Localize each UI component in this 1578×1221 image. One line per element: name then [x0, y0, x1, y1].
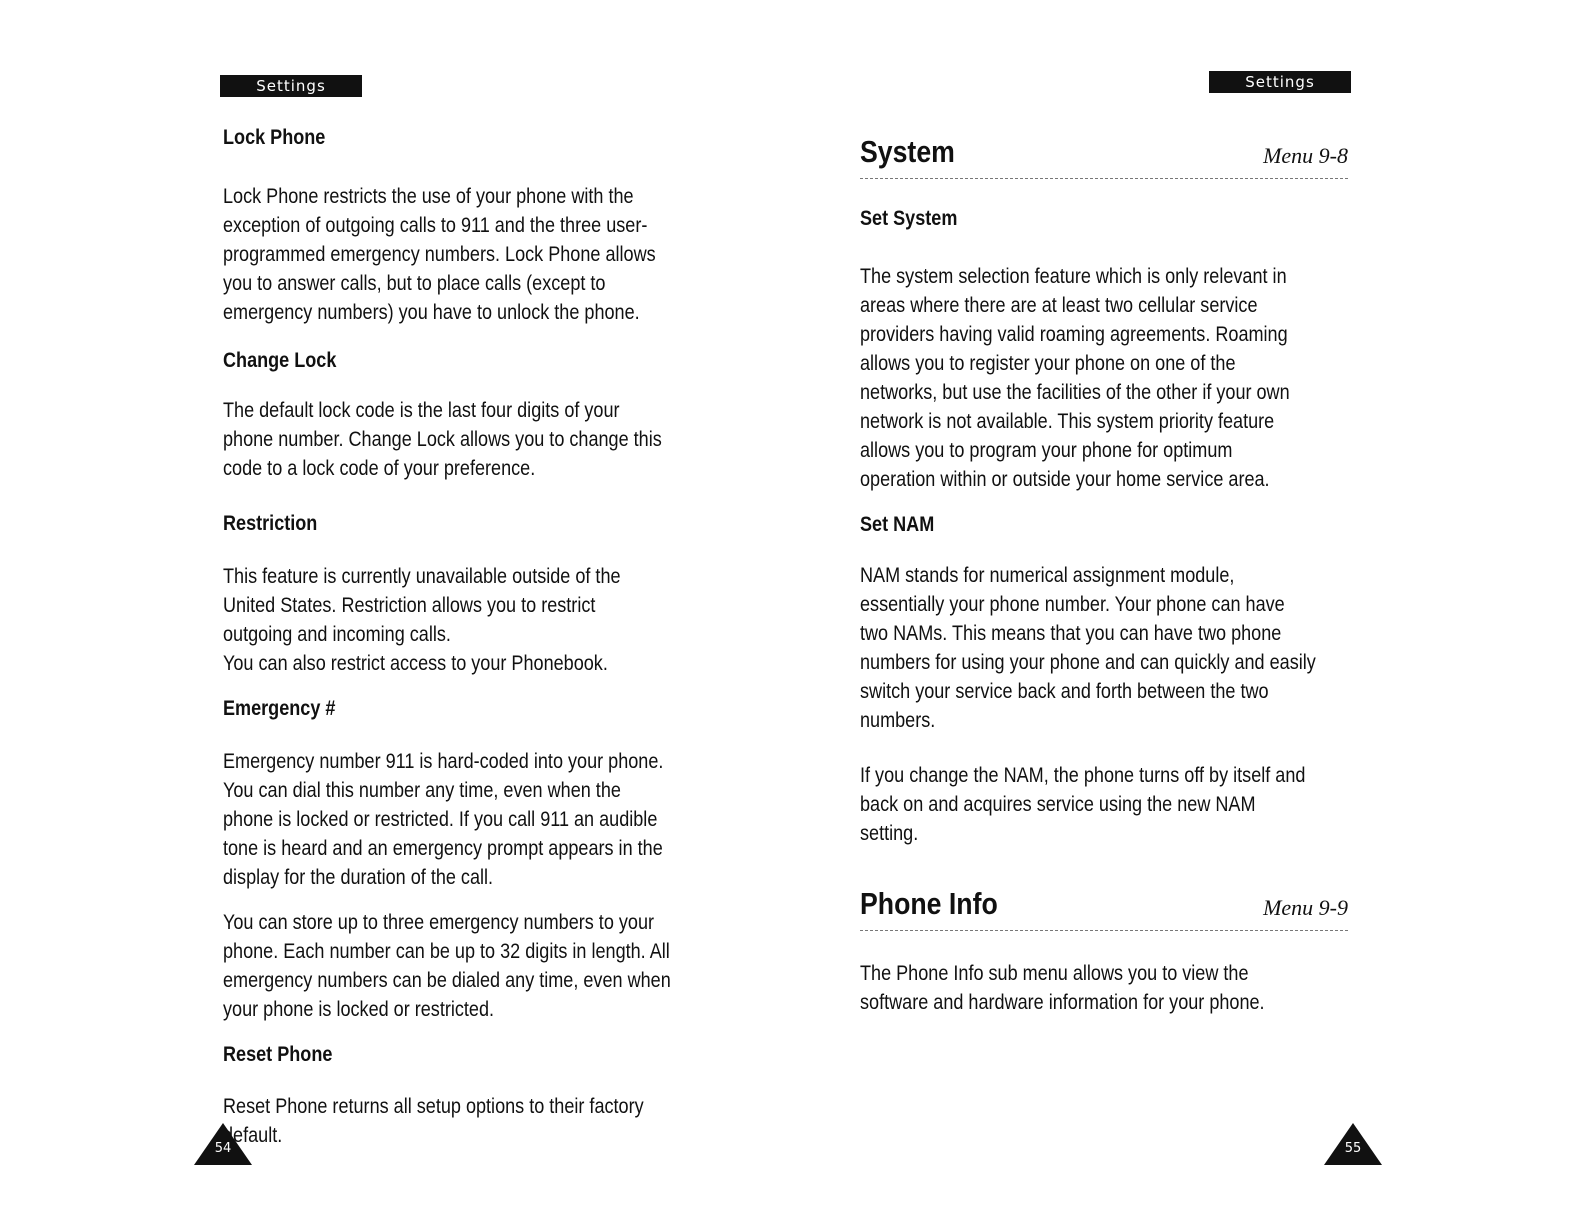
set-nam-heading: Set NAM — [860, 513, 935, 536]
text-line: The Phone Info sub menu allows you to view the — [860, 962, 1249, 985]
lock-phone-heading: Lock Phone — [223, 126, 326, 149]
restriction-body — [223, 562, 783, 678]
text-line: emergency numbers) you have to unlock the phone. — [223, 301, 640, 324]
text-line: allows you to program your phone for optimum — [860, 439, 1233, 462]
text-line: back on and acquires service using the new NAM — [860, 793, 1256, 816]
text-line: outgoing and incoming calls. — [223, 623, 451, 646]
set-system-heading: Set System — [860, 207, 958, 230]
change-lock-heading: Change Lock — [223, 349, 337, 372]
set-nam-body-2 — [860, 761, 1420, 848]
header-tab-left: Settings — [220, 75, 362, 97]
text-line: default. — [223, 1124, 283, 1147]
set-system-body — [860, 262, 1420, 494]
text-line: software and hardware information for your phone. — [860, 991, 1265, 1014]
text-line: phone number. Change Lock allows you to change this — [223, 428, 662, 451]
text-line: If you change the NAM, the phone turns off by itself and — [860, 764, 1306, 787]
text-line: code to a lock code of your preference. — [223, 457, 536, 480]
text-line: two NAMs. This means that you can have two phone — [860, 622, 1282, 645]
text-line: Reset Phone returns all setup options to their factory — [223, 1095, 644, 1118]
phone-info-menu-ref: Menu 9-9 — [1263, 895, 1348, 920]
restriction-section — [223, 512, 333, 536]
text-line: You can dial this number any time, even when the — [223, 779, 621, 802]
phone-info-rule — [860, 930, 1348, 931]
text-line: your phone is locked or restricted. — [223, 998, 495, 1021]
lock-phone-body — [223, 182, 783, 327]
set-system-section — [860, 207, 973, 231]
text-line: The default lock code is the last four digits of your — [223, 399, 620, 422]
emergency-heading: Emergency # — [223, 697, 336, 720]
change-lock-section — [223, 349, 355, 373]
text-line: phone is locked or restricted. If you call 911 an audible — [223, 808, 658, 831]
emergency-body — [223, 747, 783, 892]
reset-phone-body — [223, 1092, 783, 1150]
text-line: tone is heard and an emergency prompt appears in the — [223, 837, 663, 860]
text-line: allows you to register your phone on one of the — [860, 352, 1236, 375]
text-line: switch your service back and forth between the two — [860, 680, 1269, 703]
set-nam-section — [860, 513, 946, 537]
text-line: This feature is currently unavailable outside of the — [223, 565, 621, 588]
system-rule — [860, 178, 1348, 179]
text-line: essentially your phone number. Your phone can have — [860, 593, 1285, 616]
text-line: Lock Phone restricts the use of your phone with the — [223, 185, 634, 208]
change-lock-body — [223, 396, 783, 483]
text-line: networks, but use the facilities of the other if your own — [860, 381, 1290, 404]
text-line: providers having valid roaming agreements. Roaming — [860, 323, 1288, 346]
text-line: emergency numbers can be dialed any time, even when — [223, 969, 671, 992]
text-line: You can store up to three emergency numbers to your — [223, 911, 655, 934]
restriction-heading: Restriction — [223, 512, 318, 535]
text-line: you to answer calls, but to place calls (except to — [223, 272, 606, 295]
emergency-body-2 — [223, 908, 783, 1024]
emergency-section — [223, 697, 354, 721]
reset-phone-section — [223, 1043, 350, 1067]
text-line: display for the duration of the call. — [223, 866, 494, 889]
header-tab-right: Settings — [1209, 71, 1351, 93]
page-number-text: 54 — [214, 1141, 232, 1156]
text-line: network is not available. This system priority feature — [860, 410, 1275, 433]
reset-phone-heading: Reset Phone — [223, 1043, 333, 1066]
text-line: NAM stands for numerical assignment module, — [860, 564, 1235, 587]
text-line: numbers. — [860, 709, 936, 732]
text-line: programmed emergency numbers. Lock Phone allows — [223, 243, 656, 266]
text-line: operation within or outside your home service area. — [860, 468, 1270, 491]
phone-info-title: Phone Info — [860, 886, 998, 921]
text-line: The system selection feature which is only relevant in — [860, 265, 1287, 288]
text-line: exception of outgoing calls to 911 and the three user- — [223, 214, 648, 237]
text-line: Emergency number 911 is hard-coded into your phone. — [223, 750, 664, 773]
page-number-text: 55 — [1344, 1141, 1362, 1156]
system-menu-ref: Menu 9-8 — [1263, 143, 1348, 168]
phone-info-body — [860, 959, 1420, 1017]
text-line: phone. Each number can be up to 32 digits in length. All — [223, 940, 670, 963]
system-title: System — [860, 134, 955, 169]
text-line: You can also restrict access to your Phonebook. — [223, 652, 608, 675]
lock-phone-section — [223, 126, 342, 150]
text-line: setting. — [860, 822, 919, 845]
text-line: United States. Restriction allows you to restrict — [223, 594, 596, 617]
text-line: numbers for using your phone and can quickly and easily — [860, 651, 1316, 674]
text-line: areas where there are at least two cellular service — [860, 294, 1258, 317]
set-nam-body — [860, 561, 1420, 735]
